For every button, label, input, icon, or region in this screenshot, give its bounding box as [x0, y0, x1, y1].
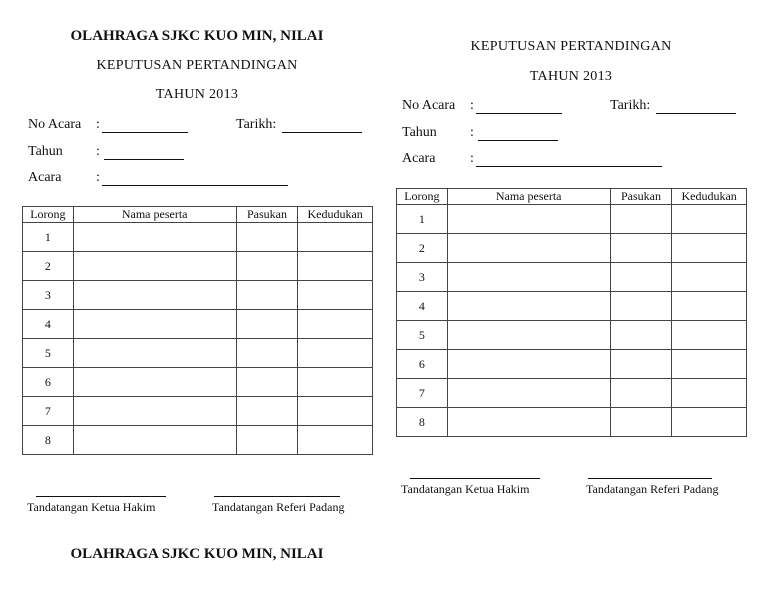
kedudukan-cell[interactable]	[298, 252, 373, 281]
left-form-title: KEPUTUSAN PERTANDINGAN	[96, 58, 298, 73]
pasukan-cell[interactable]	[236, 368, 298, 397]
left-col-lorong: Lorong	[23, 207, 74, 223]
lorong-number: 3	[397, 263, 448, 292]
nama-peserta-cell[interactable]	[73, 426, 236, 455]
table-row	[397, 205, 747, 234]
pasukan-cell[interactable]	[236, 339, 298, 368]
table-row	[23, 252, 373, 281]
nama-peserta-cell[interactable]	[447, 205, 610, 234]
right-ketua-hakim-signature-line[interactable]	[410, 478, 540, 479]
left-tahun-label: Tahun	[28, 144, 63, 159]
pasukan-cell[interactable]	[236, 397, 298, 426]
lorong-number: 2	[23, 252, 74, 281]
right-results-table	[396, 188, 747, 437]
left-school-title: OLAHRAGA SJKC KUO MIN, NILAI	[70, 28, 324, 44]
left-acara-label: Acara	[28, 170, 62, 185]
left-no-acara-field[interactable]	[102, 132, 188, 133]
right-col-pasukan: Pasukan	[610, 189, 672, 205]
lorong-number: 7	[397, 379, 448, 408]
lorong-number: 7	[23, 397, 74, 426]
nama-peserta-cell[interactable]	[447, 321, 610, 350]
lorong-number: 6	[397, 350, 448, 379]
right-referi-padang-label: Tandatangan Referi Padang	[586, 482, 719, 496]
pasukan-cell[interactable]	[610, 350, 672, 379]
lorong-number: 8	[397, 408, 448, 437]
kedudukan-cell[interactable]	[298, 397, 373, 426]
pasukan-cell[interactable]	[236, 426, 298, 455]
lorong-number: 5	[23, 339, 74, 368]
pasukan-cell[interactable]	[236, 223, 298, 252]
right-no-acara-field[interactable]	[476, 113, 562, 114]
right-acara-colon: :	[470, 151, 474, 166]
pasukan-cell[interactable]	[610, 234, 672, 263]
kedudukan-cell[interactable]	[672, 234, 747, 263]
left-table-header-row	[23, 207, 373, 223]
pasukan-cell[interactable]	[236, 252, 298, 281]
lorong-number: 4	[23, 310, 74, 339]
kedudukan-cell[interactable]	[672, 292, 747, 321]
pasukan-cell[interactable]	[236, 310, 298, 339]
right-col-kedudukan: Kedudukan	[672, 189, 747, 205]
kedudukan-cell[interactable]	[298, 223, 373, 252]
right-col-lorong: Lorong	[397, 189, 448, 205]
nama-peserta-cell[interactable]	[73, 368, 236, 397]
lorong-number: 4	[397, 292, 448, 321]
left-acara-colon: :	[96, 170, 100, 185]
table-row	[397, 292, 747, 321]
pasukan-cell[interactable]	[610, 321, 672, 350]
right-referi-padang-signature-line[interactable]	[588, 478, 712, 479]
nama-peserta-cell[interactable]	[73, 397, 236, 426]
table-row	[23, 368, 373, 397]
pasukan-cell[interactable]	[610, 408, 672, 437]
table-row	[397, 263, 747, 292]
right-tahun-label: Tahun	[402, 125, 437, 140]
nama-peserta-cell[interactable]	[73, 223, 236, 252]
kedudukan-cell[interactable]	[672, 350, 747, 379]
nama-peserta-cell[interactable]	[73, 252, 236, 281]
kedudukan-cell[interactable]	[672, 205, 747, 234]
kedudukan-cell[interactable]	[672, 408, 747, 437]
table-row	[397, 379, 747, 408]
kedudukan-cell[interactable]	[298, 281, 373, 310]
right-table-header-row	[397, 189, 747, 205]
lorong-number: 3	[23, 281, 74, 310]
lorong-number: 2	[397, 234, 448, 263]
table-row	[397, 408, 747, 437]
right-tahun-colon: :	[470, 125, 474, 140]
lorong-number: 6	[23, 368, 74, 397]
right-ketua-hakim-label: Tandatangan Ketua Hakim	[401, 482, 530, 496]
left-col-nama-peserta: Nama peserta	[73, 207, 236, 223]
right-form-title: KEPUTUSAN PERTANDINGAN	[470, 39, 672, 54]
right-acara-label: Acara	[402, 151, 436, 166]
left-acara-field[interactable]	[102, 185, 288, 186]
right-no-acara-colon: :	[470, 98, 474, 113]
left-tahun-colon: :	[96, 144, 100, 159]
left-referi-padang-signature-line[interactable]	[214, 496, 340, 497]
right-tarikh-label: Tarikh:	[610, 98, 651, 113]
left-tahun-field[interactable]	[104, 159, 184, 160]
pasukan-cell[interactable]	[610, 205, 672, 234]
table-row	[397, 234, 747, 263]
table-row	[23, 426, 373, 455]
left-tarikh-field[interactable]	[282, 132, 362, 133]
table-row	[23, 223, 373, 252]
bottom-school-title: OLAHRAGA SJKC KUO MIN, NILAI	[70, 546, 324, 562]
nama-peserta-cell[interactable]	[447, 234, 610, 263]
kedudukan-cell[interactable]	[672, 263, 747, 292]
nama-peserta-cell[interactable]	[447, 408, 610, 437]
left-col-kedudukan: Kedudukan	[298, 207, 373, 223]
nama-peserta-cell[interactable]	[447, 379, 610, 408]
left-tarikh-label: Tarikh:	[236, 117, 277, 132]
right-col-nama-peserta: Nama peserta	[447, 189, 610, 205]
left-no-acara-label: No Acara	[28, 117, 82, 132]
kedudukan-cell[interactable]	[672, 321, 747, 350]
right-acara-field[interactable]	[476, 166, 662, 167]
pasukan-cell[interactable]	[236, 281, 298, 310]
nama-peserta-cell[interactable]	[73, 339, 236, 368]
table-row	[23, 281, 373, 310]
kedudukan-cell[interactable]	[298, 339, 373, 368]
right-tahun-field[interactable]	[478, 140, 558, 141]
left-ketua-hakim-label: Tandatangan Ketua Hakim	[27, 500, 156, 514]
table-row	[397, 350, 747, 379]
left-referi-padang-label: Tandatangan Referi Padang	[212, 500, 345, 514]
lorong-number: 1	[23, 223, 74, 252]
nama-peserta-cell[interactable]	[73, 281, 236, 310]
left-col-pasukan: Pasukan	[236, 207, 298, 223]
pasukan-cell[interactable]	[610, 379, 672, 408]
table-row	[23, 339, 373, 368]
kedudukan-cell[interactable]	[298, 426, 373, 455]
lorong-number: 1	[397, 205, 448, 234]
kedudukan-cell[interactable]	[298, 310, 373, 339]
nama-peserta-cell[interactable]	[447, 292, 610, 321]
table-row	[397, 321, 747, 350]
nama-peserta-cell[interactable]	[73, 310, 236, 339]
lorong-number: 8	[23, 426, 74, 455]
right-form-year: TAHUN 2013	[529, 69, 613, 84]
kedudukan-cell[interactable]	[672, 379, 747, 408]
table-row	[23, 397, 373, 426]
left-no-acara-colon: :	[96, 117, 100, 132]
right-tarikh-field[interactable]	[656, 113, 736, 114]
lorong-number: 5	[397, 321, 448, 350]
left-form-year: TAHUN 2013	[155, 87, 239, 102]
pasukan-cell[interactable]	[610, 263, 672, 292]
right-no-acara-label: No Acara	[402, 98, 456, 113]
nama-peserta-cell[interactable]	[447, 263, 610, 292]
left-ketua-hakim-signature-line[interactable]	[36, 496, 166, 497]
nama-peserta-cell[interactable]	[447, 350, 610, 379]
left-results-table	[22, 206, 373, 455]
pasukan-cell[interactable]	[610, 292, 672, 321]
kedudukan-cell[interactable]	[298, 368, 373, 397]
table-row	[23, 310, 373, 339]
